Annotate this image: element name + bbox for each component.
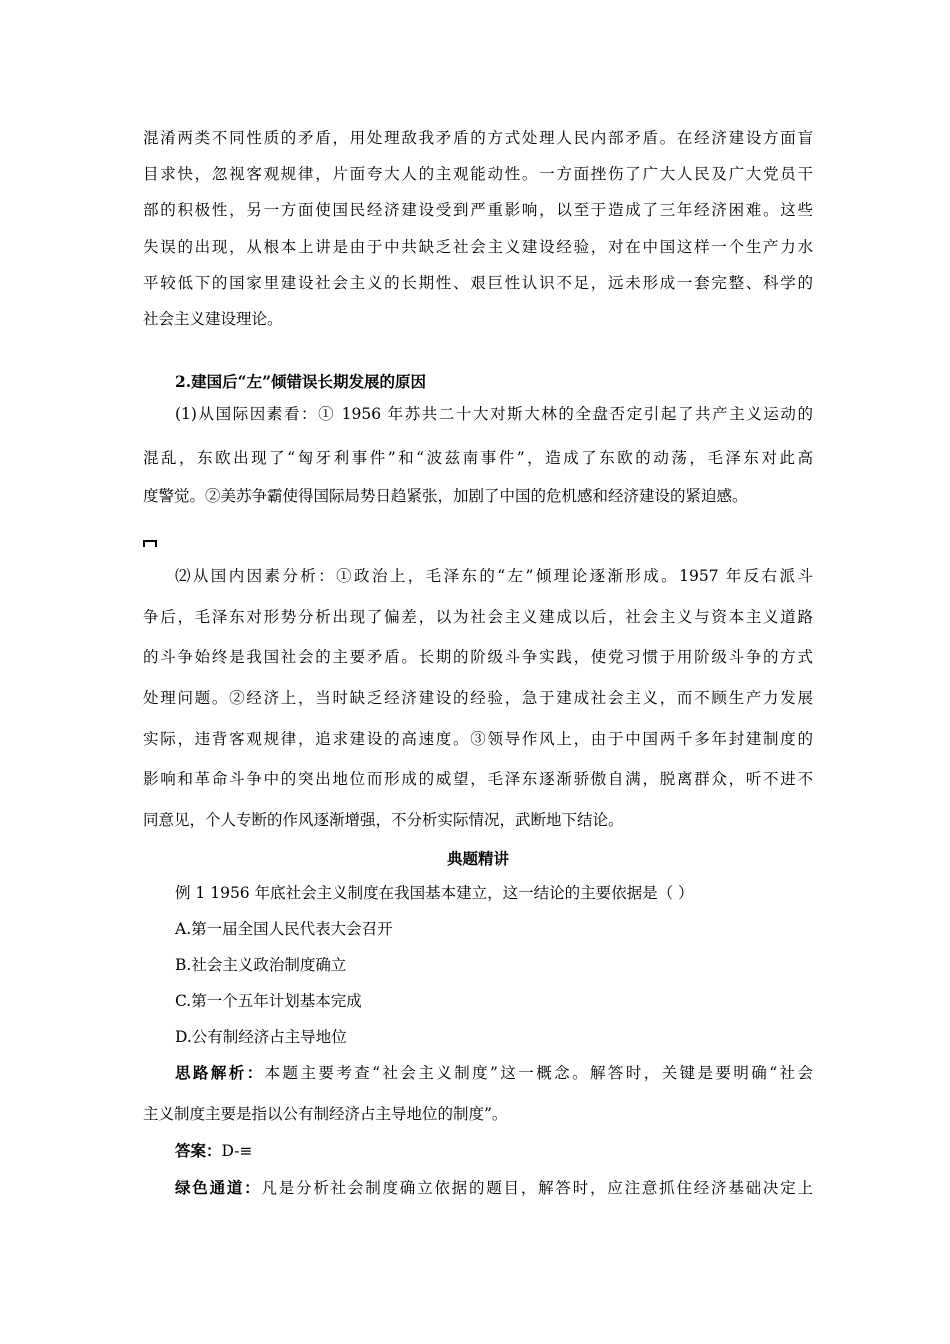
international-line: 混乱，东欧出现了“匈牙利事件”和“波兹南事件”，造成了东欧的动荡，毛泽东对此高 xyxy=(143,449,813,467)
analysis-label: 思路解析： xyxy=(175,1063,265,1082)
domestic-line: 处理问题。②经济上，当时缺乏经济建设的经验，急于建成社会主义，而不顾生产力发展 xyxy=(143,689,813,707)
international-line: 度警觉。②美苏争霸使得国际局势日趋紧张，加剧了中国的危机感和经济建设的紧迫感。 xyxy=(143,487,748,505)
answer-line xyxy=(175,1141,813,1161)
domestic-line: 影响和革命斗争中的突出地位而形成的威望，毛泽东逐渐骄傲自满，脱离群众，听不进不 xyxy=(143,770,813,788)
option-d: D.公有制经济占主导地位 xyxy=(175,1028,347,1046)
international-line: (1)从国际因素看：① 1956 年苏共二十大对斯大林的全盘否定引起了共产主义运动的 xyxy=(175,405,813,423)
answer-value: D-≡ xyxy=(221,1142,253,1160)
paragraph-line: 目求快，忽视客观规律，片面夸大人的主观能动性。一方面挫伤了广大人民及广大党员干 xyxy=(143,165,813,183)
bracket-mark-icon xyxy=(143,537,157,547)
section-title: 典题精讲 xyxy=(446,849,509,868)
green-channel-line xyxy=(175,1178,813,1198)
analysis-line: 主义制度主要是指以公有制经济占主导地位的制度”。 xyxy=(143,1105,508,1123)
option-a: A.第一届全国人民代表大会召开 xyxy=(175,920,393,938)
option-c: C.第一个五年计划基本完成 xyxy=(175,992,362,1010)
paragraph-line: 部的积极性，另一方面使国民经济建设受到严重影响，以至于造成了三年经济困难。这些 xyxy=(143,201,813,219)
analysis-text: 本题主要考查“社会主义制度”这一概念。解答时，关键是要明确“社会 xyxy=(264,1064,813,1082)
option-b: B.社会主义政治制度确立 xyxy=(175,956,347,974)
section-heading: 2.建国后“左”倾错误长期发展的原因 xyxy=(175,372,427,391)
analysis-line xyxy=(175,1063,813,1083)
example-question: 例 1 1956 年底社会主义制度在我国基本建立，这一结论的主要依据是（ ） xyxy=(175,884,694,902)
green-channel-label: 绿色通道： xyxy=(175,1178,262,1197)
domestic-line: 同意见，个人专断的作风逐渐增强，不分析实际情况，武断地下结论。 xyxy=(143,811,624,829)
domestic-line: 实际，违背客观规律，追求建设的高速度。③领导作风上，由于中国两千多年封建制度的 xyxy=(143,730,813,748)
paragraph-line: 失误的出现，从根本上讲是由于中共缺乏社会主义建设经验，对在中国这样一个生产力水 xyxy=(143,238,813,256)
paragraph-line: 平较低下的国家里建设社会主义的长期性、艰巨性认识不足，远未形成一套完整、科学的 xyxy=(143,274,813,292)
domestic-line: 争后，毛泽东对形势分析出现了偏差，以为社会主义建成以后，社会主义与资本主义道路 xyxy=(143,608,813,626)
paragraph-line: 混淆两类不同性质的矛盾，用处理敌我矛盾的方式处理人民内部矛盾。在经济建设方面盲 xyxy=(143,129,813,147)
answer-label: 答案： xyxy=(175,1141,222,1160)
green-channel-text: 凡是分析社会制度确立依据的题目，解答时，应注意抓住经济基础决定上 xyxy=(261,1179,813,1197)
paragraph-line: 社会主义建设理论。 xyxy=(143,310,283,328)
domestic-line: 的斗争始终是我国社会的主要矛盾。长期的阶级斗争实践，使党习惯于用阶级斗争的方式 xyxy=(143,648,813,666)
domestic-line: ⑵从国内因素分析：①政治上，毛泽东的“左”倾理论逐渐形成。1957 年反右派斗 xyxy=(175,567,813,585)
